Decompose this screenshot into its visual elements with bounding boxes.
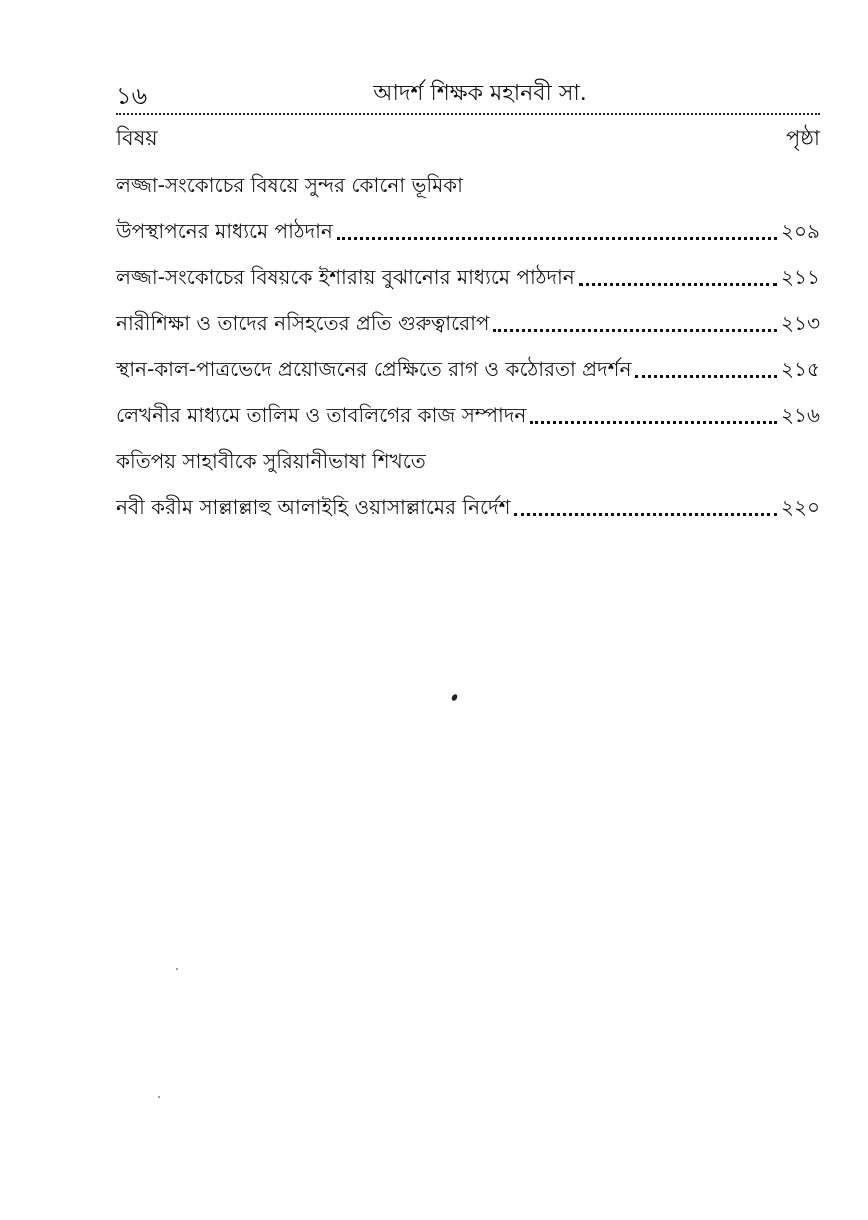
toc-entry-page: ২১৩: [781, 310, 820, 335]
toc-entry-page: ২১৬: [781, 402, 820, 427]
dot-leader: [530, 421, 777, 424]
toc-entry-title: কতিপয় সাহাবীকে সুরিয়ানীভাষা শিখতে: [116, 448, 426, 473]
toc-entry: [116, 486, 820, 532]
column-heading-subject: বিষয়: [116, 126, 158, 150]
ink-speck: [158, 1096, 160, 1098]
dot-leader: [635, 375, 777, 378]
toc-entry-title: লজ্জা-সংকোচের বিষয়ে সুন্দর কোনো ভূমিকা: [116, 172, 463, 197]
table-of-contents: [116, 164, 820, 532]
toc-entry: [116, 394, 820, 440]
toc-entry-page: ২২০: [780, 494, 820, 519]
toc-entry: [116, 164, 820, 210]
toc-entry-title: স্থান-কাল-পাত্রভেদে প্রয়োজনের প্রেক্ষিতে রাগ ও কঠোরতা প্রদর্শন: [116, 356, 632, 381]
toc-entry-title: নারীশিক্ষা ও তাদের নসিহতের প্রতি গুরুত্বারোপ: [116, 310, 490, 335]
toc-entry-title: নবী করীম সাল্লাল্লাহু আলাইহি ওয়াসাল্লামের নির্দেশ: [116, 494, 511, 519]
ink-speck: [176, 968, 178, 970]
toc-entry: [116, 256, 820, 302]
toc-entry-page: ২১৫: [781, 356, 820, 381]
toc-entry-title: লেখনীর মাধ্যমে তালিম ও তাবলিগের কাজ সম্পাদন: [116, 402, 527, 427]
toc-entry-title: উপস্থাপনের মাধ্যমে পাঠদান: [116, 218, 333, 243]
toc-entry: [116, 440, 820, 486]
toc-entry: [116, 210, 820, 256]
header-rule: [116, 113, 820, 115]
toc-entry-page: ২১১: [781, 264, 820, 289]
running-title: আদর্শ শিক্ষক মহানবী সা.: [373, 81, 587, 106]
ink-speck: [451, 693, 459, 702]
toc-entry: [116, 348, 820, 394]
dot-leader: [514, 513, 777, 516]
dot-leader: [493, 329, 777, 332]
toc-entry-page: ২০৯: [781, 218, 820, 243]
page-number: ১৬: [116, 82, 148, 110]
column-heading-page: পৃষ্ঠা: [785, 126, 820, 150]
toc-entry: [116, 302, 820, 348]
toc-entry-title: লজ্জা-সংকোচের বিষয়কে ইশারায় বুঝানোর মাধ্যমে পাঠদান: [116, 264, 575, 289]
dot-leader: [579, 283, 777, 286]
dot-leader: [337, 237, 777, 240]
